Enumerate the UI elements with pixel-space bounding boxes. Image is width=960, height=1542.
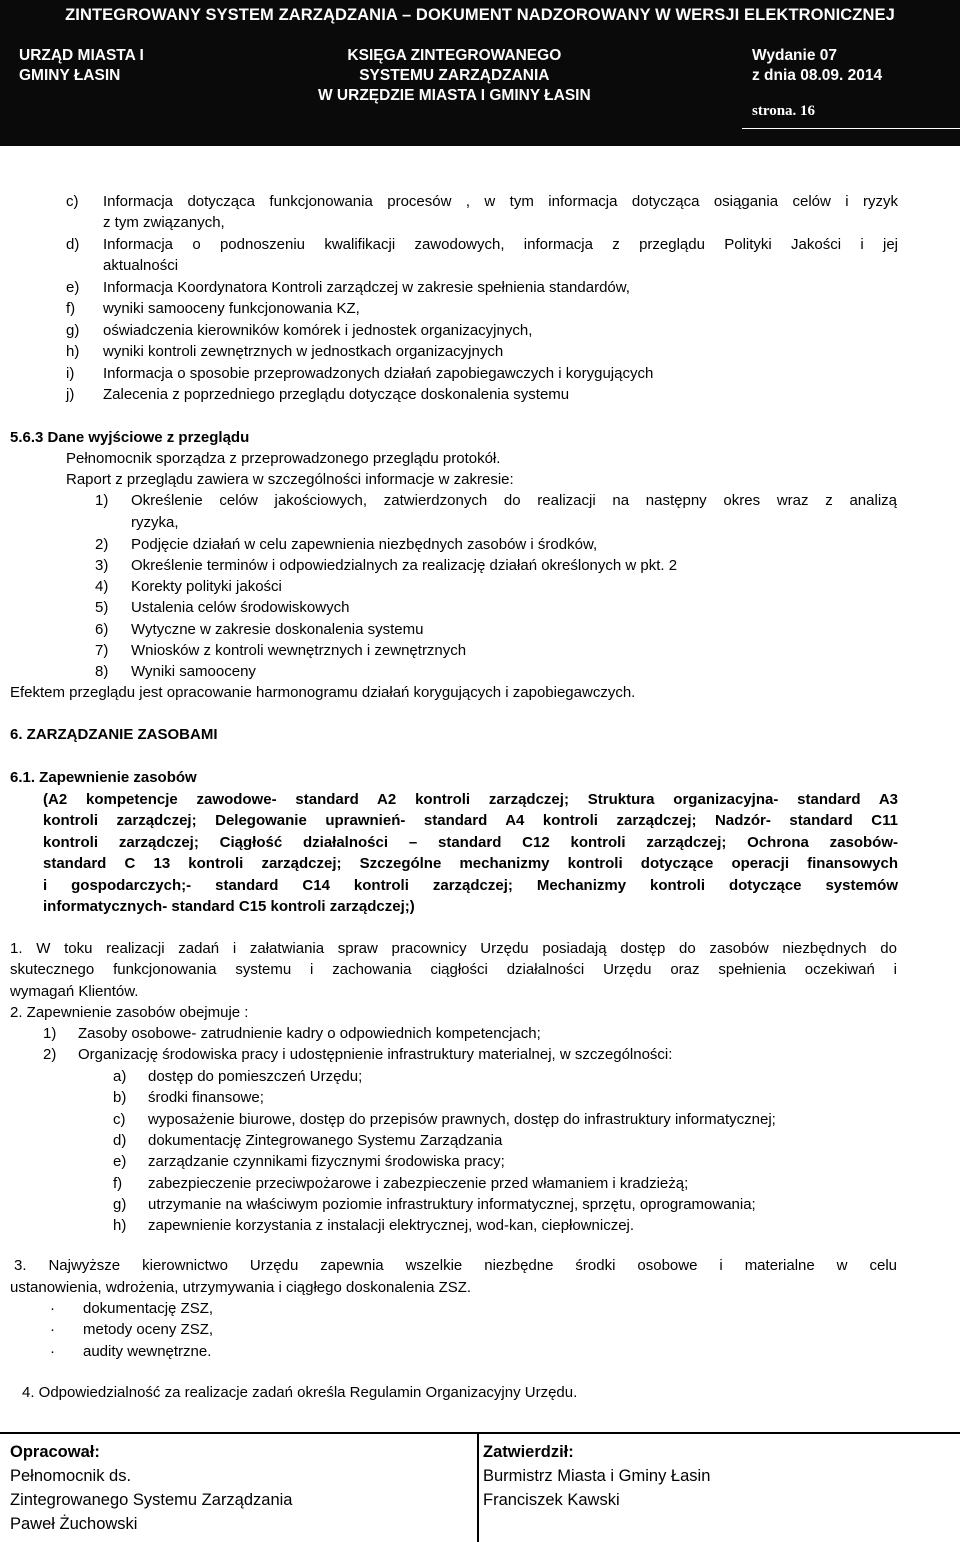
standards-line: i gospodarczych;- standard C14 kontroli zarządczej; Mechanizmy kontroli dotyczące systemów [43, 876, 898, 894]
header-edition [752, 46, 882, 86]
list-item-marker: 1) [43, 1025, 57, 1042]
chapter-heading: 6. ZARZĄDZANIE ZASOBAMI [10, 726, 218, 743]
list-item-text: aktualności [103, 257, 179, 274]
list-item-marker: j) [66, 386, 75, 403]
section-heading: 5.6.3 Dane wyjściowe z przeglądu [10, 429, 250, 446]
approved-line-2: Franciszek Kawski [483, 1491, 620, 1509]
list-item-text: wyniki kontroli zewnętrznych w jednostkach organizacyjnych [103, 343, 504, 360]
list-item-marker: e) [66, 279, 80, 296]
list-item-marker: c) [66, 193, 79, 210]
approved-line-1: Burmistrz Miasta i Gminy Łasin [483, 1467, 711, 1485]
list-item-text: Zalecenia z poprzedniego przeglądu dotyczące doskonalenia systemu [103, 386, 570, 403]
list-item-text: Wyniki samooceny [131, 663, 256, 680]
list-item-text: zarządzanie czynnikami fizycznymi środowiska pracy; [148, 1153, 505, 1171]
paragraph-line: 1. W toku realizacji zadań i załatwiania spraw pracownicy Urzędu posiadają dostęp do zasobów niezbędnych do [10, 940, 897, 957]
list-item-marker: d) [113, 1131, 127, 1149]
standards-line: kontroli zarządczej; Delegowanie uprawnień- standard A4 kontroli zarządczej; Nadzór- standard C11 [43, 812, 898, 830]
header-banner: ZINTEGROWANY SYSTEM ZARZĄDZANIA – DOKUMENT NADZOROWANY W WERSJI ELEKTRONICZNEJ [0, 0, 960, 30]
list-item-text: Informacja o sposobie przeprowadzonych działań zapobiegawczych i korygujących [103, 365, 654, 382]
paragraph-line: wymagań Klientów. [10, 982, 139, 1000]
list-item-marker: 6) [95, 621, 109, 638]
bullet-glyph: · [50, 1342, 55, 1360]
list-item-marker: g) [66, 322, 80, 339]
paragraph: Raport z przeglądu zawiera w szczególności informacje w zakresie: [66, 471, 514, 488]
standards-line: kontroli zarządczej; Ciągłość działalności – standard C12 kontroli zarządczej; Ochrona zasobów- [43, 833, 898, 851]
list-item-text: Podjęcie działań w celu zapewnienia niezbędnych zasobów i środków, [131, 536, 598, 553]
list-item-marker: 2) [95, 536, 109, 553]
paragraph-line: 3. Najwyższe kierownictwo Urzędu zapewnia wszelkie niezbędne środki osobowe i materialne w celu [14, 1257, 897, 1274]
list-item-marker: 2) [43, 1046, 57, 1064]
list-item-text: Ustalenia celów środowiskowych [131, 599, 350, 616]
approved-title: Zatwierdził: [483, 1443, 574, 1461]
bullet-item: metody oceny ZSZ, [83, 1321, 214, 1339]
list-item-marker: d) [66, 236, 80, 253]
list-item-marker: f) [113, 1174, 123, 1192]
list-item-text: Informacja dotycząca funkcjonowania procesów , w tym informacja dotycząca osiągania celów i ryzyk [103, 193, 898, 210]
list-item-marker: 4) [95, 578, 109, 595]
list-item-text: zabezpieczenie przeciwpożarowe i zabezpieczenie przed włamaniem i kradzieżą; [148, 1174, 689, 1192]
list-item-text: wyposażenie biurowe, dostęp do przepisów prawnych, dostęp do infrastruktury informatycznej; [148, 1110, 776, 1128]
list-item-text: Określenie terminów i odpowiedzialnych za realizację działań określonych w pkt. 2 [131, 557, 678, 574]
list-item-text: utrzymanie na właściwym poziomie infrastruktury informatycznej, sprzętu, oprogramowania; [148, 1195, 756, 1213]
header-divider [742, 128, 960, 129]
list-item-text: ryzyka, [131, 514, 179, 531]
list-item-text: zapewnienie korzystania z instalacji elektrycznej, wod-kan, ciepłowniczej. [148, 1217, 635, 1235]
list-item-text: Informacja Koordynatora Kontroli zarządczej w zakresie spełnienia standardów, [103, 279, 630, 296]
list-item-marker: 8) [95, 663, 109, 680]
list-item-marker: i) [66, 365, 75, 382]
prepared-line-3: Paweł Żuchowski [10, 1515, 138, 1533]
footer-prepared [10, 1440, 292, 1536]
book-line-2: SYSTEMU ZARZĄDZANIA [359, 67, 550, 84]
list-item-text: Organizację środowiska pracy i udostępnienie infrastruktury materialnej, w szczególności: [78, 1046, 673, 1064]
footer-divider [477, 1434, 479, 1542]
bullet-glyph: · [50, 1300, 55, 1317]
standards-line: standard C 13 kontroli zarządczej; Szczególne mechanizmy kontroli dotyczące operacji finansowych [43, 855, 898, 873]
list-item-text: Informacja o podnoszeniu kwalifikacji zawodowych, informacja z przeglądu Polityki Jakości i jej [103, 236, 898, 253]
paragraph: 4. Odpowiedzialność za realizacje zadań określa Regulamin Organizacyjny Urzędu. [22, 1384, 578, 1401]
list-item-text: dostęp do pomieszczeń Urzędu; [148, 1068, 363, 1085]
paragraph-line: skutecznego funkcjonowania systemu i zachowania ciągłości działalności Urzędu oraz spełnienia oczekiwań i [10, 961, 897, 979]
list-item-marker: h) [66, 343, 80, 360]
list-item-marker: 1) [95, 492, 109, 509]
header-box [0, 30, 960, 146]
list-item-text: Określenie celów jakościowych, zatwierdzonych do realizacji na następny okres wraz z analizą [131, 492, 897, 509]
list-item-marker: 7) [95, 642, 109, 659]
list-item-text: dokumentację Zintegrowanego Systemu Zarządzania [148, 1131, 503, 1149]
prepared-line-2: Zintegrowanego Systemu Zarządzania [10, 1491, 293, 1509]
list-item-text: Zasoby osobowe- zatrudnienie kadry o odpowiednich kompetencjach; [78, 1025, 541, 1042]
standards-line: (A2 kompetencje zawodowe- standard A2 kontroli zarządczej; Struktura organizacyjna- standard A3 [43, 791, 898, 808]
footer [0, 1432, 960, 1542]
list-item-marker: b) [113, 1089, 127, 1107]
header-office [19, 46, 144, 86]
footer-approved [483, 1440, 710, 1512]
list-item-marker: 5) [95, 599, 109, 616]
edition: Wydanie 07 [752, 47, 838, 64]
list-item-text: środki finansowe; [148, 1089, 264, 1107]
page-number: strona. 16 [752, 103, 816, 119]
book-line-3: W URZĘDZIE MIASTA I GMINY ŁASIN [318, 87, 591, 104]
prepared-line-1: Pełnomocnik ds. [10, 1467, 132, 1485]
prepared-title: Opracował: [10, 1443, 100, 1461]
list-item-marker: 3) [95, 557, 109, 574]
paragraph-line: ustanowienia, wdrożenia, utrzymywania i ciągłego doskonalenia ZSZ. [10, 1278, 472, 1296]
office-line-2: GMINY ŁASIN [19, 67, 121, 84]
office-line-1: URZĄD MIASTA I [19, 47, 144, 64]
list-item-text: Korekty polityki jakości [131, 578, 282, 595]
header-book [318, 46, 591, 106]
book-line-1: KSIĘGA ZINTEGROWANEGO [347, 47, 562, 64]
list-item-marker: h) [113, 1217, 127, 1235]
paragraph: Pełnomocnik sporządza z przeprowadzonego przeglądu protokół. [66, 450, 501, 467]
list-item-marker: a) [113, 1068, 127, 1085]
list-item-text: oświadczenia kierowników komórek i jednostek organizacyjnych, [103, 322, 533, 339]
list-item-marker: f) [66, 300, 76, 317]
list-item-text: Wniosków z kontroli wewnętrznych i zewnętrznych [131, 642, 467, 659]
edition-date: z dnia 08.09. 2014 [752, 67, 883, 84]
standards-line: informatycznych- standard C15 kontroli zarządczej;) [43, 898, 415, 915]
list-item-text: Wytyczne w zakresie doskonalenia systemu [131, 621, 424, 638]
list-item-text: wyniki samooceny funkcjonowania KZ, [103, 300, 360, 317]
bullet-item: dokumentację ZSZ, [83, 1300, 214, 1317]
bullet-glyph: · [50, 1321, 55, 1339]
list-item-text: z tym związanych, [103, 214, 225, 231]
list-item-marker: e) [113, 1153, 127, 1171]
paragraph: Efektem przeglądu jest opracowanie harmonogramu działań korygujących i zapobiegawczych. [10, 684, 636, 701]
bullet-item: audity wewnętrzne. [83, 1342, 212, 1360]
list-item-marker: g) [113, 1195, 127, 1213]
subsection-heading: 6.1. Zapewnienie zasobów [10, 769, 197, 786]
paragraph: 2. Zapewnienie zasobów obejmuje : [10, 1004, 249, 1021]
list-item-marker: c) [113, 1110, 126, 1128]
